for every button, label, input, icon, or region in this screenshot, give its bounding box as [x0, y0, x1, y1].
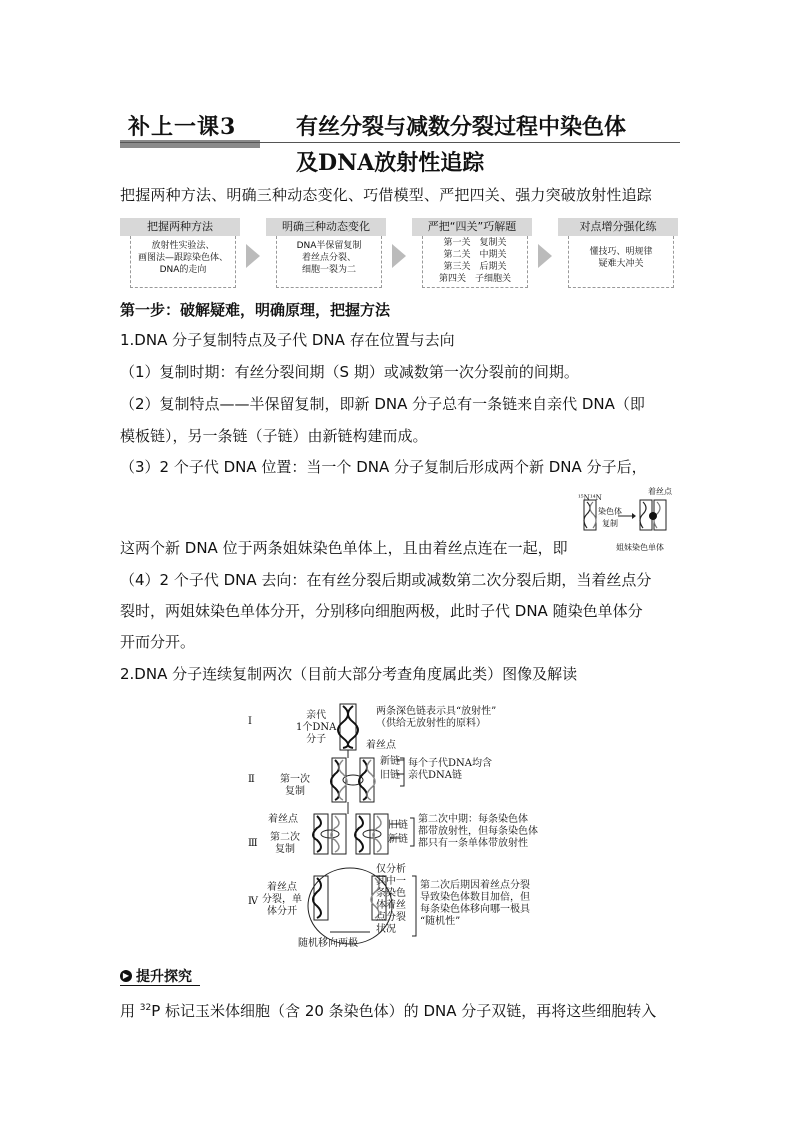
explore-underline	[120, 985, 200, 986]
explore-label: 提升探究	[136, 969, 192, 985]
flow-step-4	[558, 218, 678, 290]
new-chain-label: 新链	[380, 756, 400, 767]
label-line: 复制	[285, 786, 305, 797]
paragraph-2a: （2）复制特点——半保留复制，即新 DNA 分子总有一条链来自亲代 DNA（即	[120, 395, 645, 413]
parent-label-line: 分子	[306, 734, 327, 745]
flow-step-2	[266, 218, 386, 290]
label-line: 其中一	[376, 876, 406, 887]
label-line: 体分开	[267, 906, 297, 917]
label-line: 状况	[376, 924, 396, 935]
mini-replication-diagram	[578, 484, 678, 554]
row-label-2: Ⅱ	[248, 774, 255, 785]
page-title-line1: 有丝分裂与减数分裂过程中染色体	[296, 114, 627, 140]
note-parent-chain	[408, 758, 492, 782]
flow-step-head: 明确三种动态变化	[266, 218, 386, 236]
note-line: 第二次中期：每条染色体	[418, 814, 528, 825]
note-line: 都带放射性，但每条染色体	[418, 826, 538, 837]
note-line: 都只有一条单体带放射性	[418, 838, 528, 849]
flow-line: 画图法—跟踪染色体、	[137, 253, 228, 263]
mini-centromere: 着丝点	[648, 487, 672, 496]
paragraph-1: （1）复制时期：有丝分裂间期（S 期）或减数第一次分裂前的间期。	[120, 363, 579, 381]
new-chain-label-2: 新链	[388, 834, 408, 845]
flow-step-1	[120, 218, 240, 290]
row-label-1: Ⅰ	[248, 716, 252, 727]
mini-n15: ¹⁵N	[578, 494, 590, 502]
flow-step-body	[422, 236, 528, 288]
parent-label-line: 1个DNA	[296, 722, 337, 733]
flow-step-3	[412, 218, 532, 290]
flow-arrow	[538, 244, 552, 268]
label-line: 仅分析	[376, 864, 406, 875]
mini-rep: 复制	[602, 519, 618, 528]
note-anaphase	[420, 880, 530, 928]
paragraph-3a: （3）2 个子代 DNA 位置：当一个 DNA 分子复制后形成两个新 DNA 分子后，	[120, 458, 647, 476]
flow-line: DNA半保留复制	[296, 241, 362, 251]
replication-diagram	[240, 700, 560, 952]
subtitle: 把握两种方法、明确三种动态变化、巧借模型、严把四关、强力突破放射性追踪	[120, 186, 653, 204]
mini-chrom: 染色体	[598, 507, 622, 516]
flow-line: 懂技巧、明规律	[589, 247, 653, 257]
note-line: 亲代DNA链	[408, 770, 462, 781]
flow-line: 着丝点分裂、	[301, 253, 356, 263]
section2-title: 2.DNA 分子连续复制两次（目前大部分考查角度属此类）图像及解读	[120, 665, 578, 683]
mini-sister: 姐妹染色单体	[616, 543, 664, 552]
note-metaphase	[418, 814, 538, 850]
label-line: 分裂，单	[262, 894, 302, 905]
random-label: 随机移向两极	[298, 938, 358, 949]
flow-arrow	[392, 244, 406, 268]
parent-label-line: 亲代	[306, 710, 327, 721]
label-line: 第二次	[270, 832, 300, 843]
final-pre: 用	[120, 1002, 140, 1020]
flow-line: 第四关 子细胞关	[438, 274, 511, 284]
lesson-label: 补上一课3	[128, 114, 237, 140]
section1-title: 1.DNA 分子复制特点及子代 DNA 存在位置与去向	[120, 331, 455, 349]
label-line: 第一次	[280, 774, 310, 785]
parent-label	[296, 710, 336, 746]
old-chain-label: 旧链	[380, 770, 400, 781]
flow-chart	[120, 218, 680, 290]
flow-line: 细胞一裂为二	[301, 265, 356, 275]
flow-step-head: 把握两种方法	[120, 218, 240, 236]
note-line: （供给无放射性的原料）	[376, 718, 486, 729]
flow-line: DNA的走向	[159, 265, 207, 275]
note-line: 每个子代DNA均含	[408, 758, 492, 769]
old-chain-label-2: 旧链	[388, 820, 408, 831]
flow-line: 放射性实验法、	[151, 241, 215, 251]
final-rest: P 标记玉米体细胞（含 20 条染色体）的 DNA 分子双链，再将这些细胞转入	[151, 1002, 657, 1020]
label-line: 着丝点	[267, 882, 297, 893]
note-radioactive	[376, 706, 496, 730]
analysis-label	[376, 864, 406, 936]
page-title-line2: 及DNA放射性追踪	[296, 150, 485, 176]
flow-step-body	[130, 236, 236, 288]
note-line: 导致染色体数目加倍，但	[420, 892, 530, 903]
split-label	[262, 882, 302, 918]
flow-step-body	[568, 236, 674, 288]
note-line: 第二次后期因着丝点分裂	[420, 880, 530, 891]
flow-line: 第三关 后期关	[443, 262, 507, 272]
note-line: 每条染色体移向哪一极具	[420, 904, 530, 915]
final-paragraph	[120, 998, 656, 1021]
final-sup: 32	[139, 1003, 152, 1013]
note-line: 两条深色链表示具“放射性”	[376, 706, 497, 717]
first-replication-label	[280, 774, 310, 798]
label-line: 条染色	[376, 888, 406, 899]
flow-line: 疑难大冲关	[598, 259, 644, 269]
flow-step-head: 严把“四关”巧解题	[412, 218, 532, 236]
play-icon: ▶	[120, 970, 132, 982]
flow-line: 第一关 复制关	[443, 238, 507, 248]
flow-arrow	[246, 244, 260, 268]
flow-step-head: 对点增分强化练	[558, 218, 678, 236]
paragraph-4c: 开而分开。	[120, 633, 196, 651]
note-line: “随机性”	[420, 916, 461, 927]
mini-n14: ¹⁴N	[590, 494, 602, 502]
row-label-4: Ⅳ	[248, 896, 258, 907]
second-replication-label	[270, 832, 300, 856]
label-line: 体着丝	[376, 900, 406, 911]
flow-step-body	[276, 236, 382, 288]
label-line: 复制	[275, 844, 295, 855]
row-label-3: Ⅲ	[248, 838, 258, 849]
paragraph-4a: （4）2 个子代 DNA 去向：在有丝分裂后期或减数第二次分裂后期，当着丝点分	[120, 571, 652, 589]
title-rule	[120, 142, 680, 143]
flow-line: 第二关 中期关	[443, 250, 507, 260]
label-line: 点分裂	[376, 912, 406, 923]
centromere-label: 着丝点	[366, 740, 396, 751]
explore-heading	[120, 966, 192, 986]
paragraph-2b: 模板链），另一条链（子链）由新链构建而成。	[120, 427, 428, 445]
step1-heading: 第一步：破解疑难，明确原理，把握方法	[120, 301, 391, 319]
paragraph-4b: 裂时，两姐妹染色单体分开，分别移向细胞两极，此时子代 DNA 随染色单体分	[120, 602, 643, 620]
paragraph-3b: 这两个新 DNA 位于两条姐妹染色单体上，且由着丝点连在一起，即	[120, 539, 568, 557]
centromere-label-2: 着丝点	[268, 814, 298, 825]
